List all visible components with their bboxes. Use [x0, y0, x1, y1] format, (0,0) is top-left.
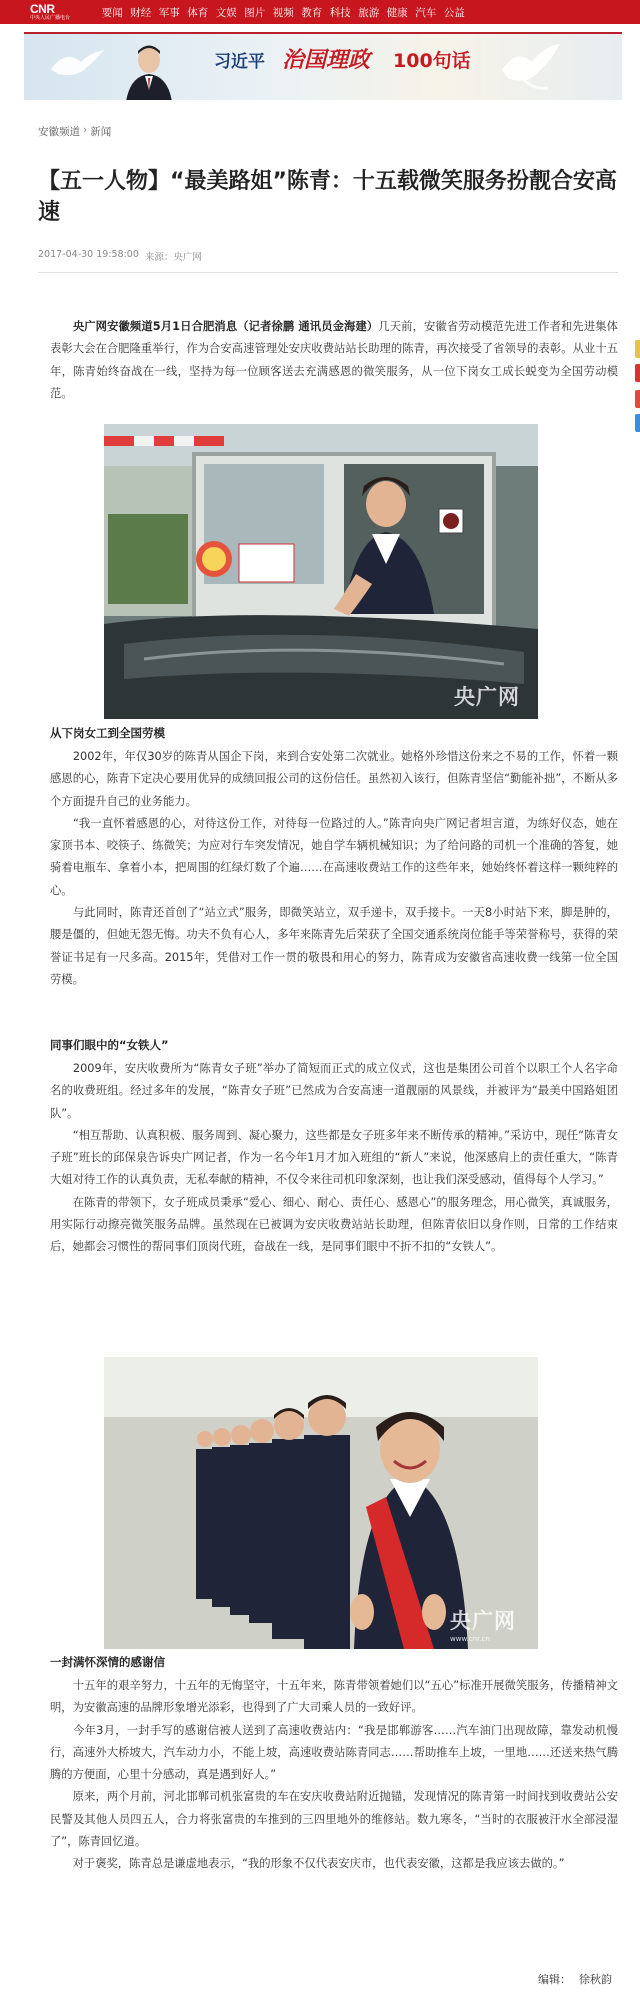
breadcrumb: [38, 124, 111, 139]
top-nav-bar: [0, 0, 640, 24]
toll-booth-photo: [104, 424, 538, 719]
nav-item-charity[interactable]: 公益: [443, 6, 465, 19]
dove-icon: [494, 40, 564, 96]
banner-ad[interactable]: [24, 32, 622, 100]
paragraph: 今年3月，一封手写的感谢信被人送到了高速收费站内：“我是邯郸游客……汽车油门出现故障，靠发动机慢行，高速外大桥坡大，汽车动力小，不能上坡，高速收费站陈青同志……帮助推车上坡，一里地……还送来热气腾腾的方便面，心里十分感动，真是遇到好人。”: [50, 1723, 618, 1782]
nav-item-entertainment[interactable]: 文娱: [215, 6, 237, 19]
section-heading: 同事们眼中的“女铁人”: [50, 1038, 169, 1052]
nav-item-travel[interactable]: 旅游: [358, 6, 380, 19]
article-title: 【五一人物】“最美路姐”陈青：十五载微笑服务扮靓合安高速: [38, 169, 617, 225]
cnr-logo[interactable]: [0, 0, 88, 24]
divider: [38, 272, 618, 273]
lead-paragraph: [50, 316, 618, 405]
breadcrumb-channel[interactable]: 安徽频道: [38, 126, 80, 138]
nav-item-pictures[interactable]: 图片: [244, 6, 266, 19]
nav-item-news[interactable]: 要闻: [101, 6, 123, 19]
nav-item-finance[interactable]: 财经: [130, 6, 152, 19]
paragraph: 原来，两个月前，河北邯郸司机张富贵的车在安庆收费站附近抛锚，发现情况的陈青第一时间找到收费站公安民警及其他人员四五人，合力将张富贵的车推到的三四里地外的维修站。数九寒冬，“当时的衣服被汗水全部浸湿了”，陈青回忆道。: [50, 1790, 618, 1849]
photo-watermark: [450, 1605, 516, 1643]
banner-slogan: 治国理政: [282, 47, 371, 73]
lead-body: 几天前，安徽省劳动模范先进工作者和先进集体表彰大会在合肥隆重举行，作为合安高速管理处安庆收费站站长助理的陈青，再次接受了省领导的表彰。从业十五年，陈青始终奋战在一线，坚持为每一位顾客送去充满感恩的微笑服务，从一位下岗女工成长蜕变为全国劳动模范。: [50, 320, 618, 400]
side-tab[interactable]: [635, 340, 640, 358]
paragraph: 十五年的艰辛努力，十五年的无悔坚守，十五年来，陈青带领着她们以“五心”标准开展微笑服务，传播精神文明，为安徽高速的品牌形象增光添彩，也得到了广大司乘人员的一致好评。: [50, 1679, 618, 1715]
breadcrumb-separator: ›: [83, 124, 88, 136]
banner-count: 100句话: [393, 50, 471, 72]
editor-label: 编辑：: [538, 1973, 571, 1986]
team-photo: [104, 1357, 538, 1649]
article-source: 来源：央广网: [144, 252, 202, 263]
photo-watermark: 央广网: [454, 685, 520, 709]
breadcrumb-news[interactable]: 新闻: [90, 126, 112, 138]
paragraph: “相互帮助、认真积极、服务周到、凝心聚力，这些都是女子班多年来不断传承的精神。”采访中，现任“陈青女子班”班长的邱保泉告诉央广网记者，作为一名今年1月才加入班组的“新人”来说，他深感肩上的责任重大，“陈青大姐对待工作的认真负责，无私奉献的精神，不仅令来往司机印象深刻，也让我们深受感动，值得每个人学习。”: [50, 1128, 618, 1187]
banner-name: 习近平: [214, 52, 265, 71]
editor-credit: [538, 1971, 612, 1987]
paragraph: 2009年，安庆收费所为“陈青女子班”举办了简短而正式的成立仪式，这也是集团公司首个以职工个人名字命名的收费班组。经过多年的发展，“陈青女子班”已然成为合安高速一道靓丽的风景线，并被评为“最美中国路姐团队”。: [50, 1062, 618, 1120]
editor-name: 徐秋韵: [579, 1973, 612, 1986]
logo-subtitle: 中央人民广播电台: [30, 14, 71, 21]
section-body: [50, 1058, 618, 1259]
nav-item-tech[interactable]: 科技: [329, 6, 351, 19]
section-body: [50, 746, 618, 991]
article-date: 2017-04-30 19:58:00: [38, 249, 139, 260]
nav-item-video[interactable]: 视频: [272, 6, 294, 19]
paragraph: 2002年，年仅30岁的陈青从国企下岗，来到合安处第二次就业。她格外珍惜这份来之不易的工作，怀着一颗感恩的心，陈青下定决心要用优异的成绩回报公司的这份信任。虽然初入该行，但陈青坚信“勤能补拙”，不断从多个方面提升自己的业务能力。: [50, 750, 618, 808]
watermark-url: www.cnr.cn: [450, 1635, 490, 1643]
nav-item-education[interactable]: 教育: [301, 6, 323, 19]
side-tab[interactable]: [635, 414, 640, 432]
section-body: [50, 1675, 618, 1876]
paragraph: 与此同时，陈青还首创了“站立式”服务，即微笑站立，双手递卡，双手接卡。一天8小时站下来，脚是肿的，腰是僵的，但她无怨无悔。功夫不负有心人，多年来陈青先后荣获了全国交通系统岗位能手等荣誉称号，获得的荣誉证书足有一尺多高。2015年，凭借对工作一贯的敬畏和用心的努力，陈青成为安徽省高速收费一线第一位全国劳模。: [50, 906, 618, 986]
paragraph: 对于褒奖，陈青总是谦虚地表示，“我的形象不仅代表安庆市，也代表安徽，这都是我应该去做的。”: [72, 1857, 565, 1871]
dove-icon: [46, 44, 106, 84]
nav-item-military[interactable]: 军事: [158, 6, 180, 19]
portrait-image: [122, 42, 176, 100]
section-heading: 一封满怀深情的感谢信: [50, 1655, 165, 1669]
side-tab[interactable]: [635, 364, 640, 382]
lead-dateline: 央广网安徽频道5月1日合肥消息（记者徐鹏 通讯员金海建）: [72, 320, 379, 333]
logo-text: CNR: [30, 1, 55, 16]
nav-item-sports[interactable]: 体育: [187, 6, 209, 19]
nav-menu: [98, 5, 469, 20]
watermark-text: 央广网: [450, 1609, 516, 1633]
article-meta: [38, 249, 202, 263]
side-tab[interactable]: [635, 390, 640, 408]
section-heading: 从下岗女工到全国劳模: [50, 726, 165, 740]
nav-item-auto[interactable]: 汽车: [415, 6, 437, 19]
paragraph: 在陈青的带领下，女子班成员秉承“爱心、细心、耐心、责任心、感恩心”的服务理念，用心微笑，真诚服务，用实际行动擦亮微笑服务品牌。虽然现在已被调为安庆收费站站长助理，但陈青依旧以身作则，日常的工作结束后，她都会习惯性的帮同事们顶岗代班，奋战在一线，是同事们眼中不折不扣的“女铁人”。: [50, 1195, 618, 1254]
nav-item-health[interactable]: 健康: [386, 6, 408, 19]
paragraph: “我一直怀着感恩的心，对待这份工作，对待每一位路过的人。”陈青向央广网记者坦言道，为练好仪态，她在家顶书本、咬筷子、练微笑；为应对行车突发情况，她自学车辆机械知识；为了给问路的司机一个准确的答复，她骑着电瓶车、拿着小本，把周围的红绿灯数了个遍……在高速收费站工作的这些年来，她始终怀着这样一颗纯粹的心。: [50, 816, 618, 897]
